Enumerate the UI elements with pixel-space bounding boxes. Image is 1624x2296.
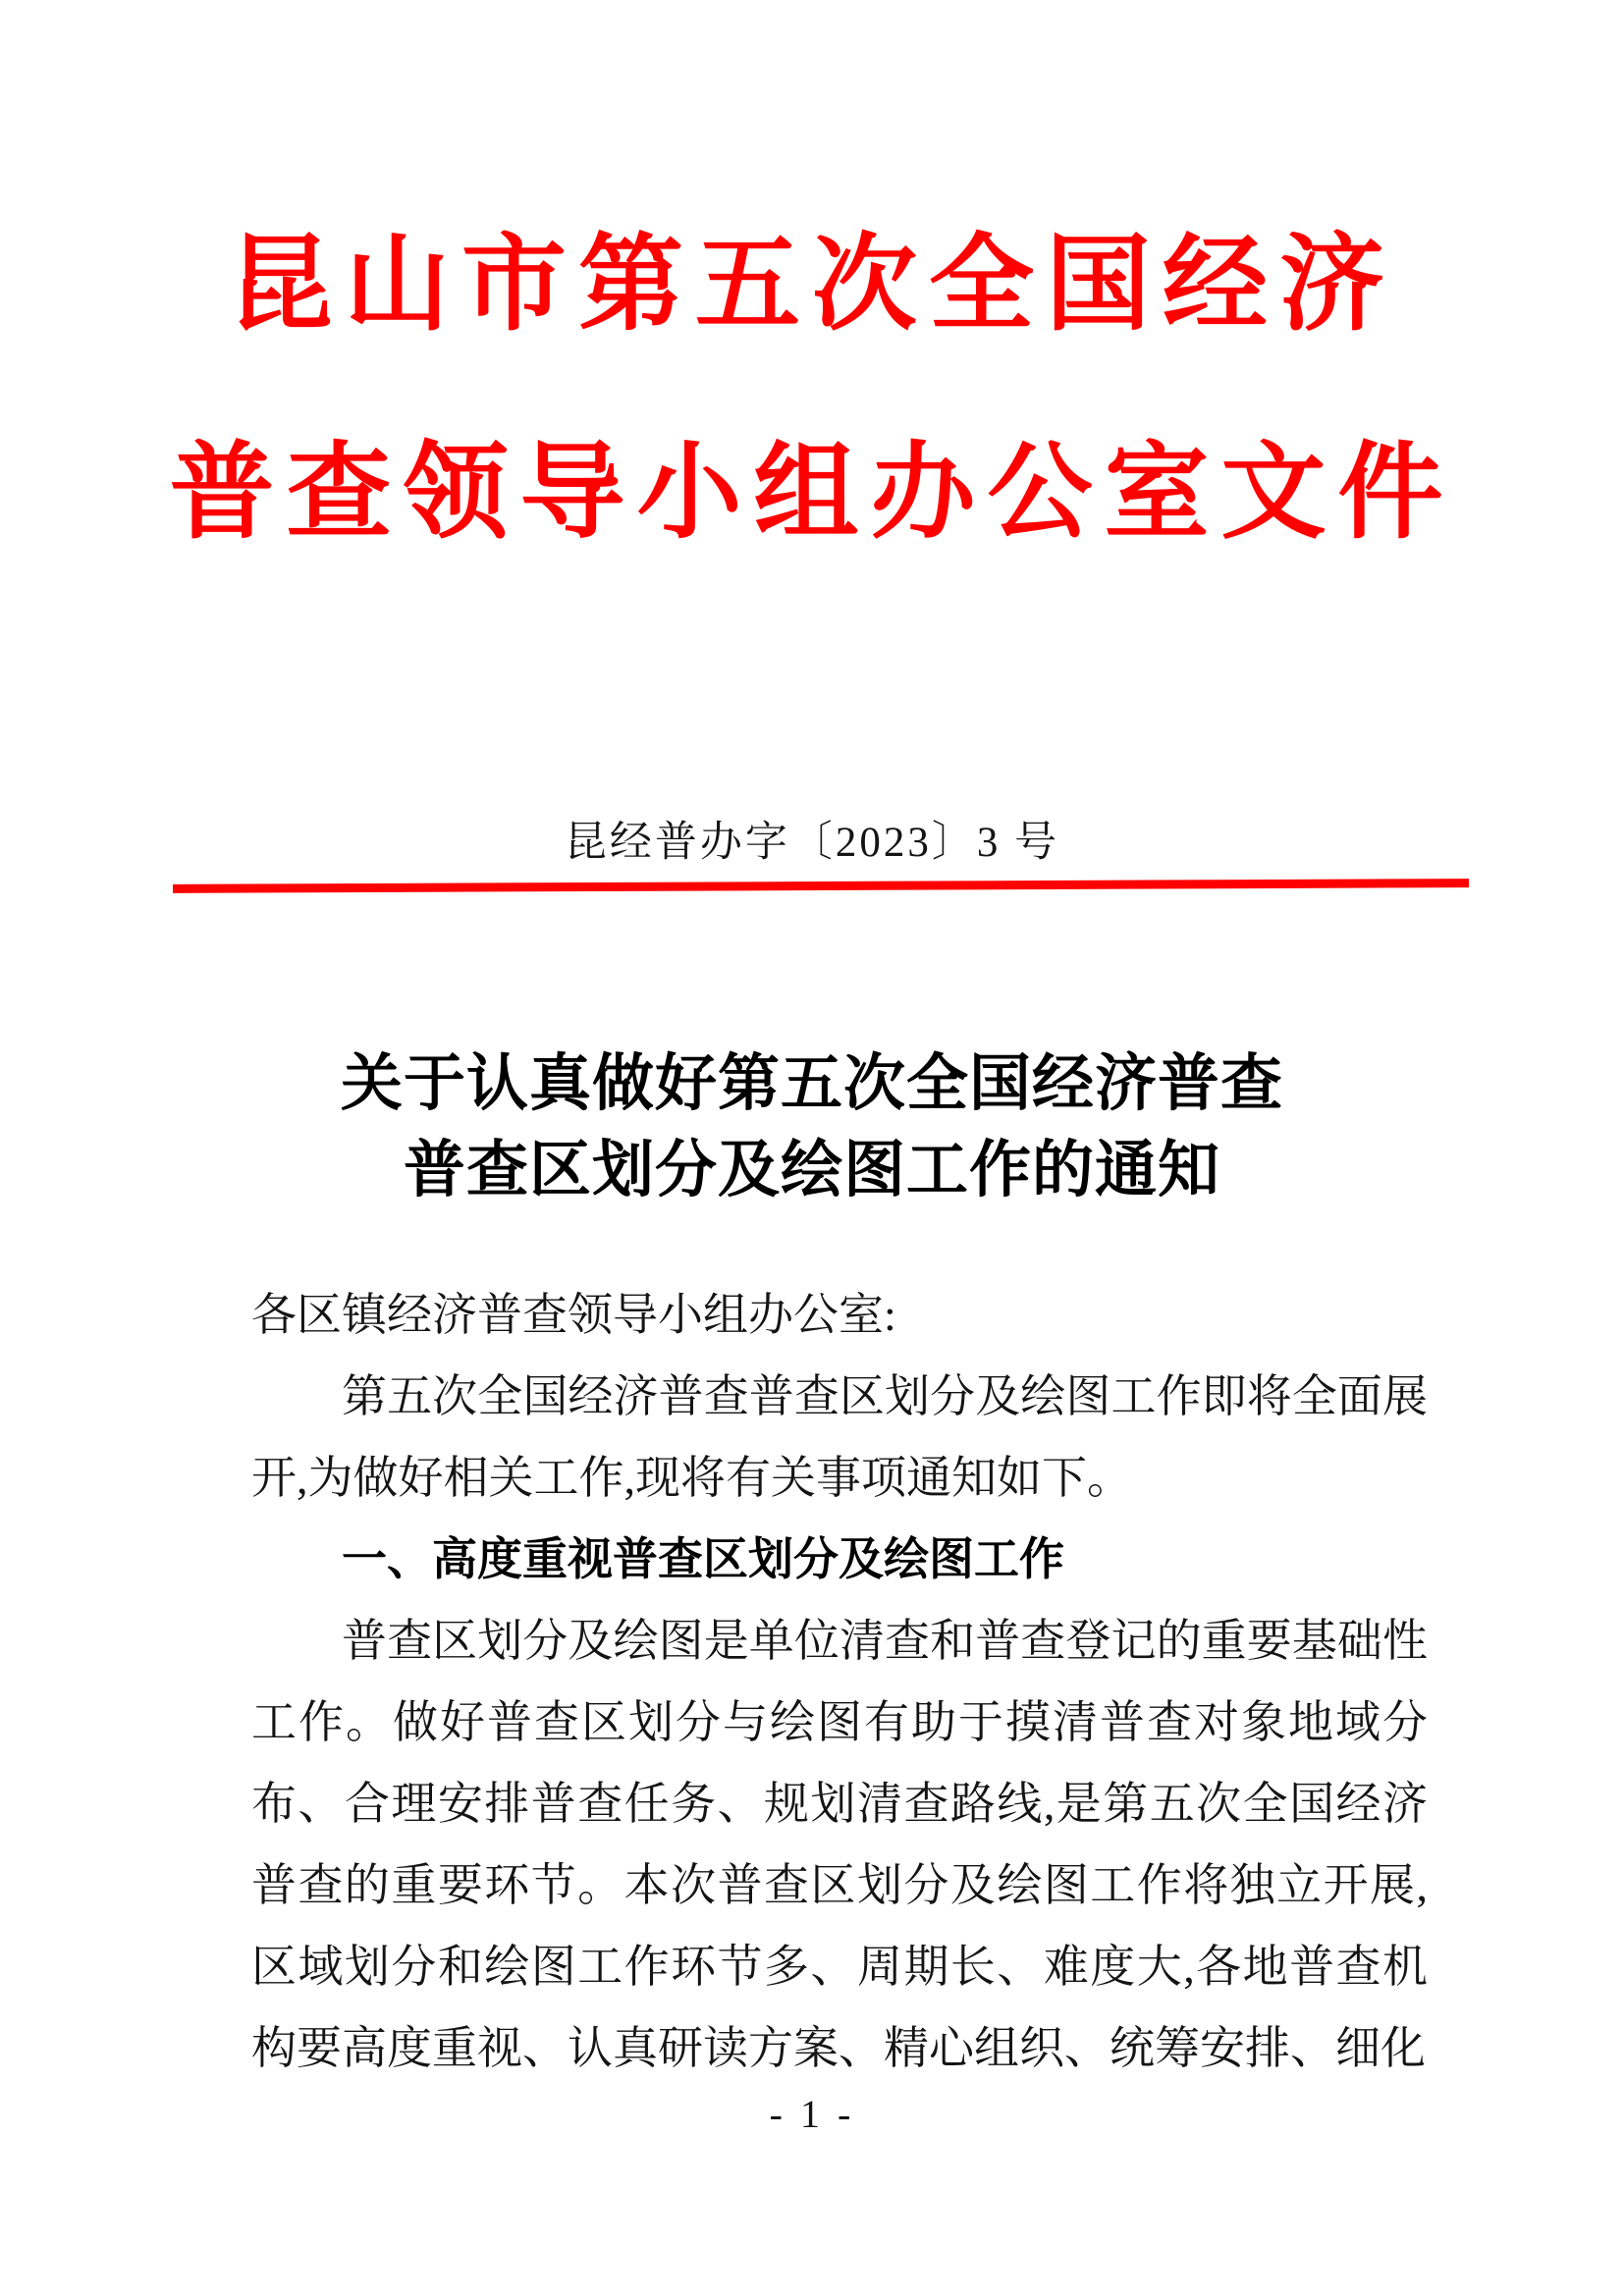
- salutation: 各区镇经济普查领导小组办公室:: [251, 1290, 896, 1340]
- section-1-paragraph: 普查区划分及绘图是单位清查和普查登记的重要基础性工作。做好普查区划分与绘图有助于摸清普查对象地域分布、合理安排普查任务、规划清查路线,是第五次全国经济普查的重要环节。本次普查区划分及绘图工作将独立开展,区域划分和绘图工作环节多、周期长、难度大,各地普查机构要高度重视、认真研读方案、精心组织、统筹安排、细化: [251, 1616, 1428, 2073]
- page-footer: [0, 2091, 1624, 2137]
- section-1-heading: 一、高度重视普查区划分及绘图工作: [342, 1533, 1064, 1584]
- letterhead-title: [0, 182, 1624, 598]
- red-separator-rule: [173, 879, 1469, 893]
- document-body: [251, 1274, 1428, 2089]
- letterhead-title-line-1: 昆山市第五次全国经济: [227, 228, 1396, 344]
- letterhead-title-line-2: 普查领导小组办公室文件: [169, 436, 1455, 552]
- document-subject-title: [0, 1041, 1624, 1213]
- subject-line-2: 普查区划分及绘图工作的通知: [404, 1136, 1220, 1205]
- intro-paragraph: 第五次全国经济普查普查区划分及绘图工作即将全面展开,为做好相关工作,现将有关事项通知如下。: [251, 1371, 1428, 1503]
- subject-line-1: 关于认真做好第五次全国经济普查: [341, 1049, 1283, 1119]
- page-number: - 1 -: [769, 2092, 855, 2136]
- document-reference-number: 昆经普办字〔2023〕3 号: [564, 820, 1060, 866]
